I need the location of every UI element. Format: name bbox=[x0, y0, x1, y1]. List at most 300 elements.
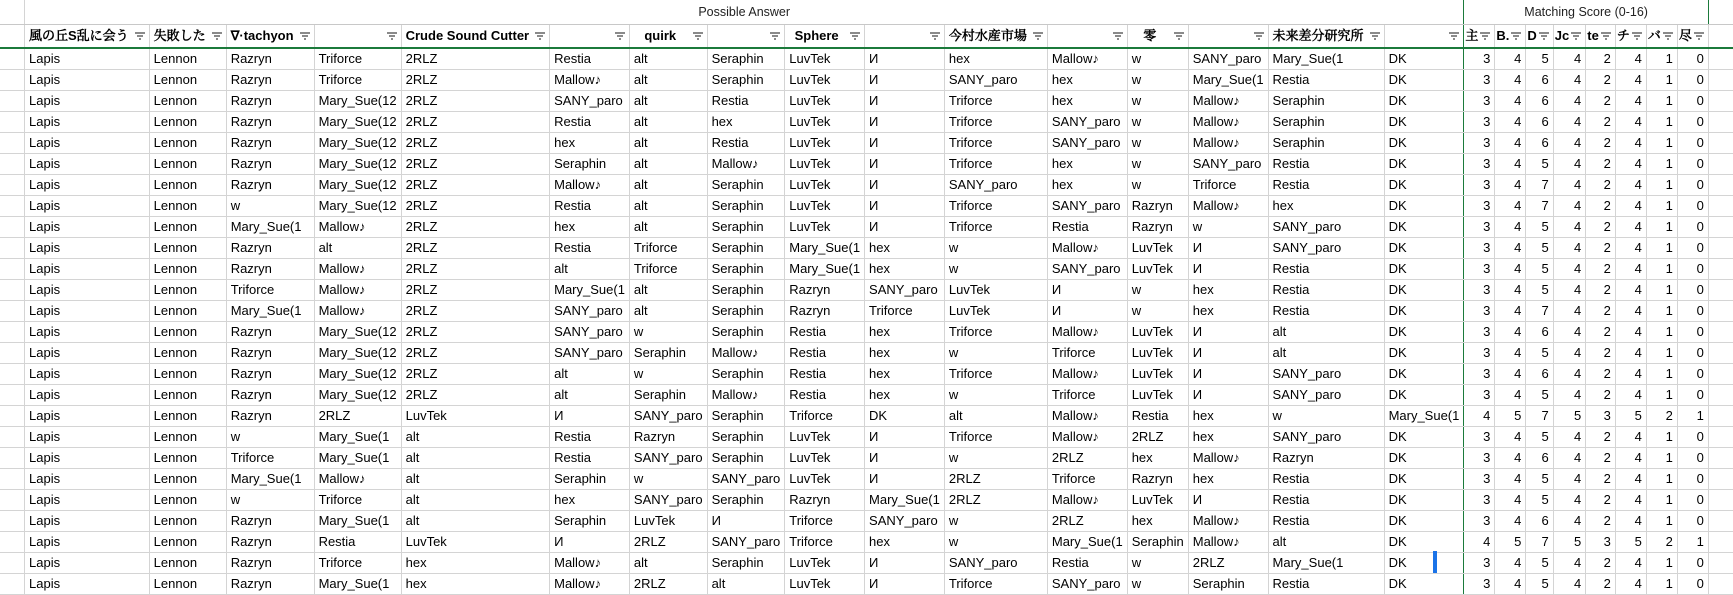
answer-cell[interactable]: 2RLZ bbox=[629, 574, 707, 595]
score-cell[interactable]: 4 bbox=[1495, 154, 1526, 175]
answer-cell[interactable]: SANY_paro bbox=[550, 322, 630, 343]
answer-cell[interactable]: И bbox=[1188, 238, 1268, 259]
answer-cell[interactable]: Mary_Sue(1 bbox=[314, 574, 401, 595]
filter-dropdown-icon[interactable] bbox=[1600, 31, 1612, 41]
score-cell[interactable]: 1 bbox=[1646, 553, 1677, 574]
answer-cell[interactable]: Restia bbox=[1268, 490, 1384, 511]
score-cell[interactable]: 4 bbox=[1495, 70, 1526, 91]
score-cell[interactable]: 2 bbox=[1586, 196, 1616, 217]
answer-cell[interactable]: Lennon bbox=[149, 532, 226, 553]
answer-cell[interactable]: Restia bbox=[1047, 217, 1127, 238]
score-cell[interactable]: 2 bbox=[1586, 448, 1616, 469]
answer-cell[interactable]: Lennon bbox=[149, 511, 226, 532]
answer-cell[interactable]: Triforce bbox=[314, 48, 401, 70]
score-cell[interactable]: 4 bbox=[1553, 322, 1585, 343]
answer-cell[interactable]: LuvTek bbox=[401, 406, 550, 427]
score-cell[interactable]: 4 bbox=[1495, 112, 1526, 133]
answer-cell[interactable]: Seraphin bbox=[707, 427, 785, 448]
answer-cell[interactable]: Mary_Sue(1 bbox=[226, 301, 314, 322]
answer-cell[interactable]: alt bbox=[629, 301, 707, 322]
answer-cell[interactable]: 2RLZ bbox=[401, 364, 550, 385]
column-header-8[interactable] bbox=[785, 25, 865, 49]
answer-cell[interactable]: Mallow♪ bbox=[550, 553, 630, 574]
score-cell[interactable]: 5 bbox=[1526, 385, 1553, 406]
answer-cell[interactable]: 2RLZ bbox=[401, 343, 550, 364]
answer-cell[interactable]: alt bbox=[401, 427, 550, 448]
score-cell[interactable]: 7 bbox=[1526, 406, 1553, 427]
score-cell[interactable]: 4 bbox=[1495, 574, 1526, 595]
column-header-15[interactable] bbox=[1384, 25, 1464, 49]
score-cell[interactable]: 4 bbox=[1615, 133, 1646, 154]
column-header-0[interactable] bbox=[25, 25, 150, 49]
answer-cell[interactable]: Lapis bbox=[25, 574, 150, 595]
answer-cell[interactable]: Lapis bbox=[25, 154, 150, 175]
score-cell[interactable]: 1 bbox=[1646, 112, 1677, 133]
answer-cell[interactable]: hex bbox=[944, 48, 1047, 70]
score-cell[interactable]: 4 bbox=[1553, 448, 1585, 469]
answer-cell[interactable]: 2RLZ bbox=[401, 217, 550, 238]
score-cell[interactable]: 5 bbox=[1553, 406, 1585, 427]
score-cell[interactable]: 5 bbox=[1526, 574, 1553, 595]
answer-cell[interactable]: w bbox=[1127, 133, 1188, 154]
answer-cell[interactable]: DK bbox=[1384, 70, 1464, 91]
answer-cell[interactable]: Triforce bbox=[1047, 343, 1127, 364]
score-cell[interactable]: 5 bbox=[1553, 532, 1585, 553]
answer-cell[interactable]: alt bbox=[550, 385, 630, 406]
answer-cell[interactable]: Seraphin bbox=[707, 259, 785, 280]
answer-cell[interactable]: Lennon bbox=[149, 574, 226, 595]
score-cell[interactable]: 2 bbox=[1586, 91, 1616, 112]
answer-cell[interactable]: Razryn bbox=[226, 70, 314, 91]
score-cell[interactable]: 1 bbox=[1646, 385, 1677, 406]
score-cell[interactable]: 1 bbox=[1646, 238, 1677, 259]
answer-cell[interactable]: Razryn bbox=[226, 91, 314, 112]
score-cell[interactable]: 5 bbox=[1526, 238, 1553, 259]
answer-cell[interactable]: w bbox=[944, 532, 1047, 553]
filter-dropdown-icon[interactable] bbox=[849, 31, 861, 41]
score-cell[interactable]: 2 bbox=[1586, 364, 1616, 385]
score-cell[interactable]: 4 bbox=[1553, 469, 1585, 490]
answer-cell[interactable]: Lapis bbox=[25, 91, 150, 112]
answer-cell[interactable]: И bbox=[1188, 490, 1268, 511]
answer-cell[interactable]: Mallow♪ bbox=[314, 280, 401, 301]
answer-cell[interactable]: Razryn bbox=[226, 112, 314, 133]
answer-cell[interactable]: И bbox=[865, 48, 945, 70]
answer-cell[interactable]: Razryn bbox=[785, 280, 865, 301]
answer-cell[interactable]: LuvTek bbox=[785, 48, 865, 70]
answer-cell[interactable]: Mallow♪ bbox=[1047, 427, 1127, 448]
answer-cell[interactable]: И bbox=[865, 91, 945, 112]
answer-cell[interactable]: Razryn bbox=[226, 406, 314, 427]
answer-cell[interactable]: Triforce bbox=[314, 490, 401, 511]
answer-cell[interactable]: LuvTek bbox=[944, 280, 1047, 301]
answer-cell[interactable]: hex bbox=[865, 322, 945, 343]
answer-cell[interactable]: Triforce bbox=[944, 91, 1047, 112]
score-cell[interactable]: 4 bbox=[1553, 490, 1585, 511]
column-header-17[interactable] bbox=[1495, 25, 1526, 49]
answer-cell[interactable]: Razryn bbox=[226, 238, 314, 259]
answer-cell[interactable]: Lennon bbox=[149, 301, 226, 322]
answer-cell[interactable]: hex bbox=[550, 490, 630, 511]
score-cell[interactable]: 4 bbox=[1553, 574, 1585, 595]
score-cell[interactable]: 1 bbox=[1646, 427, 1677, 448]
score-cell[interactable]: 2 bbox=[1646, 406, 1677, 427]
score-cell[interactable]: 3 bbox=[1464, 553, 1495, 574]
answer-cell[interactable]: w bbox=[226, 196, 314, 217]
answer-cell[interactable]: alt bbox=[1268, 322, 1384, 343]
answer-cell[interactable]: Razryn bbox=[226, 364, 314, 385]
answer-cell[interactable]: 2RLZ bbox=[401, 238, 550, 259]
answer-cell[interactable]: 2RLZ bbox=[629, 532, 707, 553]
answer-cell[interactable]: DK bbox=[1384, 196, 1464, 217]
score-cell[interactable]: 3 bbox=[1464, 48, 1495, 70]
column-header-19[interactable] bbox=[1553, 25, 1585, 49]
answer-cell[interactable]: hex bbox=[1188, 280, 1268, 301]
answer-cell[interactable]: Mallow♪ bbox=[1047, 406, 1127, 427]
score-cell[interactable]: 3 bbox=[1464, 343, 1495, 364]
answer-cell[interactable]: Mallow♪ bbox=[1188, 448, 1268, 469]
answer-cell[interactable]: alt bbox=[629, 553, 707, 574]
answer-cell[interactable]: Lapis bbox=[25, 280, 150, 301]
score-cell[interactable]: 4 bbox=[1495, 133, 1526, 154]
answer-cell[interactable]: Lennon bbox=[149, 196, 226, 217]
answer-cell[interactable]: Mary_Sue(1 bbox=[1268, 48, 1384, 70]
answer-cell[interactable]: Restia bbox=[1268, 511, 1384, 532]
score-cell[interactable]: 5 bbox=[1526, 217, 1553, 238]
score-cell[interactable]: 0 bbox=[1677, 70, 1708, 91]
answer-cell[interactable]: Seraphin bbox=[707, 553, 785, 574]
column-header-2[interactable] bbox=[226, 25, 314, 49]
score-cell[interactable]: 4 bbox=[1615, 48, 1646, 70]
answer-cell[interactable]: Seraphin bbox=[707, 301, 785, 322]
answer-cell[interactable]: alt bbox=[629, 280, 707, 301]
answer-cell[interactable]: Lapis bbox=[25, 469, 150, 490]
answer-cell[interactable]: Triforce bbox=[944, 322, 1047, 343]
answer-cell[interactable]: Mary_Sue(12 bbox=[314, 154, 401, 175]
score-cell[interactable]: 4 bbox=[1615, 322, 1646, 343]
column-header-21[interactable] bbox=[1615, 25, 1646, 49]
answer-cell[interactable]: DK bbox=[1384, 343, 1464, 364]
score-cell[interactable]: 4 bbox=[1495, 48, 1526, 70]
filter-dropdown-icon[interactable] bbox=[534, 31, 546, 41]
filter-dropdown-icon[interactable] bbox=[1032, 31, 1044, 41]
score-cell[interactable]: 4 bbox=[1553, 553, 1585, 574]
answer-cell[interactable]: Lennon bbox=[149, 175, 226, 196]
column-header-12[interactable] bbox=[1127, 25, 1188, 49]
column-header-22[interactable] bbox=[1646, 25, 1677, 49]
answer-cell[interactable]: Lapis bbox=[25, 343, 150, 364]
column-header-5[interactable] bbox=[550, 25, 630, 49]
answer-cell[interactable]: hex bbox=[865, 259, 945, 280]
score-cell[interactable]: 7 bbox=[1526, 532, 1553, 553]
answer-cell[interactable]: alt bbox=[629, 70, 707, 91]
answer-cell[interactable]: DK bbox=[1384, 511, 1464, 532]
answer-cell[interactable]: 2RLZ bbox=[401, 133, 550, 154]
answer-cell[interactable]: Restia bbox=[550, 238, 630, 259]
answer-cell[interactable]: Triforce bbox=[785, 532, 865, 553]
answer-cell[interactable]: SANY_paro bbox=[1047, 133, 1127, 154]
answer-cell[interactable]: 2RLZ bbox=[401, 154, 550, 175]
answer-cell[interactable]: Mallow♪ bbox=[707, 154, 785, 175]
answer-cell[interactable]: DK bbox=[865, 406, 945, 427]
answer-cell[interactable]: SANY_paro bbox=[1268, 385, 1384, 406]
score-cell[interactable]: 4 bbox=[1553, 238, 1585, 259]
score-cell[interactable]: 4 bbox=[1553, 175, 1585, 196]
score-cell[interactable]: 4 bbox=[1615, 427, 1646, 448]
answer-cell[interactable]: Razryn bbox=[226, 175, 314, 196]
answer-cell[interactable]: Restia bbox=[1127, 406, 1188, 427]
answer-cell[interactable]: DK bbox=[1384, 553, 1464, 574]
answer-cell[interactable]: Seraphin bbox=[707, 322, 785, 343]
answer-cell[interactable]: SANY_paro bbox=[1047, 196, 1127, 217]
answer-cell[interactable]: DK bbox=[1384, 259, 1464, 280]
score-cell[interactable]: 4 bbox=[1495, 91, 1526, 112]
filter-dropdown-icon[interactable] bbox=[1253, 31, 1265, 41]
answer-cell[interactable]: Seraphin bbox=[550, 154, 630, 175]
score-cell[interactable]: 1 bbox=[1646, 133, 1677, 154]
score-cell[interactable]: 0 bbox=[1677, 448, 1708, 469]
filter-dropdown-icon[interactable] bbox=[1538, 31, 1550, 41]
answer-cell[interactable]: Mary_Sue(1 bbox=[865, 490, 945, 511]
answer-cell[interactable]: И bbox=[865, 133, 945, 154]
score-cell[interactable]: 4 bbox=[1464, 406, 1495, 427]
answer-cell[interactable]: Seraphin bbox=[1268, 133, 1384, 154]
column-header-10[interactable] bbox=[944, 25, 1047, 49]
score-cell[interactable]: 1 bbox=[1646, 154, 1677, 175]
score-cell[interactable]: 2 bbox=[1586, 238, 1616, 259]
score-cell[interactable]: 6 bbox=[1526, 448, 1553, 469]
answer-cell[interactable]: Mallow♪ bbox=[550, 70, 630, 91]
answer-cell[interactable]: Lapis bbox=[25, 511, 150, 532]
answer-cell[interactable]: Lapis bbox=[25, 301, 150, 322]
answer-cell[interactable]: LuvTek bbox=[785, 574, 865, 595]
answer-cell[interactable]: Restia bbox=[785, 343, 865, 364]
answer-cell[interactable]: Seraphin bbox=[550, 469, 630, 490]
answer-cell[interactable]: Seraphin bbox=[629, 343, 707, 364]
score-cell[interactable]: 5 bbox=[1526, 259, 1553, 280]
answer-cell[interactable]: LuvTek bbox=[944, 301, 1047, 322]
answer-cell[interactable]: Mary_Sue(1 bbox=[314, 427, 401, 448]
answer-cell[interactable]: Mallow♪ bbox=[1188, 91, 1268, 112]
score-cell[interactable]: 7 bbox=[1526, 196, 1553, 217]
answer-cell[interactable]: 2RLZ bbox=[314, 406, 401, 427]
answer-cell[interactable]: Restia bbox=[785, 322, 865, 343]
score-cell[interactable]: 5 bbox=[1526, 280, 1553, 301]
answer-cell[interactable]: alt bbox=[401, 490, 550, 511]
score-cell[interactable]: 0 bbox=[1677, 385, 1708, 406]
answer-cell[interactable]: w bbox=[944, 238, 1047, 259]
answer-cell[interactable]: Lennon bbox=[149, 322, 226, 343]
answer-cell[interactable]: Mary_Sue(1 bbox=[314, 511, 401, 532]
answer-cell[interactable]: 2RLZ bbox=[401, 112, 550, 133]
answer-cell[interactable]: hex bbox=[550, 133, 630, 154]
answer-cell[interactable]: alt bbox=[1268, 532, 1384, 553]
answer-cell[interactable]: LuvTek bbox=[785, 196, 865, 217]
score-cell[interactable]: 1 bbox=[1646, 70, 1677, 91]
answer-cell[interactable]: SANY_paro bbox=[1268, 238, 1384, 259]
possible-answer-header[interactable]: Possible Answer bbox=[25, 0, 1464, 25]
answer-cell[interactable]: 2RLZ bbox=[401, 48, 550, 70]
score-cell[interactable]: 4 bbox=[1615, 364, 1646, 385]
answer-cell[interactable]: Seraphin bbox=[707, 490, 785, 511]
answer-cell[interactable]: Triforce bbox=[1047, 469, 1127, 490]
answer-cell[interactable]: 2RLZ bbox=[1047, 511, 1127, 532]
score-cell[interactable]: 3 bbox=[1464, 154, 1495, 175]
score-cell[interactable]: 4 bbox=[1553, 364, 1585, 385]
score-cell[interactable]: 1 bbox=[1646, 91, 1677, 112]
answer-cell[interactable]: Lapis bbox=[25, 70, 150, 91]
answer-cell[interactable]: Razryn bbox=[226, 385, 314, 406]
answer-cell[interactable]: hex bbox=[865, 364, 945, 385]
answer-cell[interactable]: Lennon bbox=[149, 70, 226, 91]
score-cell[interactable]: 1 bbox=[1646, 280, 1677, 301]
answer-cell[interactable]: Lennon bbox=[149, 133, 226, 154]
answer-cell[interactable]: SANY_paro bbox=[944, 70, 1047, 91]
answer-cell[interactable]: Razryn bbox=[785, 490, 865, 511]
score-cell[interactable]: 2 bbox=[1586, 217, 1616, 238]
answer-cell[interactable]: Seraphin bbox=[1268, 91, 1384, 112]
answer-cell[interactable]: hex bbox=[1127, 448, 1188, 469]
score-cell[interactable]: 4 bbox=[1495, 322, 1526, 343]
score-cell[interactable]: 0 bbox=[1677, 322, 1708, 343]
answer-cell[interactable]: Razryn bbox=[629, 427, 707, 448]
answer-cell[interactable]: Mary_Sue(12 bbox=[314, 343, 401, 364]
answer-cell[interactable]: Mallow♪ bbox=[707, 385, 785, 406]
answer-cell[interactable]: DK bbox=[1384, 532, 1464, 553]
answer-cell[interactable]: Restia bbox=[1268, 175, 1384, 196]
answer-cell[interactable]: Lapis bbox=[25, 217, 150, 238]
answer-cell[interactable]: Mary_Sue(1 bbox=[226, 217, 314, 238]
answer-cell[interactable]: hex bbox=[1127, 511, 1188, 532]
answer-cell[interactable]: Seraphin bbox=[1268, 112, 1384, 133]
answer-cell[interactable]: w bbox=[944, 259, 1047, 280]
answer-cell[interactable]: Restia bbox=[1268, 70, 1384, 91]
answer-cell[interactable]: 2RLZ bbox=[1188, 553, 1268, 574]
answer-cell[interactable]: SANY_paro bbox=[550, 343, 630, 364]
score-cell[interactable]: 4 bbox=[1553, 112, 1585, 133]
answer-cell[interactable]: hex bbox=[865, 532, 945, 553]
answer-cell[interactable]: DK bbox=[1384, 112, 1464, 133]
answer-cell[interactable]: И bbox=[865, 112, 945, 133]
score-cell[interactable]: 4 bbox=[1495, 280, 1526, 301]
answer-cell[interactable]: И bbox=[865, 196, 945, 217]
score-cell[interactable]: 4 bbox=[1495, 238, 1526, 259]
answer-cell[interactable]: Lennon bbox=[149, 280, 226, 301]
answer-cell[interactable]: alt bbox=[401, 469, 550, 490]
answer-cell[interactable]: Lapis bbox=[25, 259, 150, 280]
answer-cell[interactable]: SANY_paro bbox=[944, 553, 1047, 574]
score-cell[interactable]: 3 bbox=[1464, 469, 1495, 490]
score-cell[interactable]: 0 bbox=[1677, 238, 1708, 259]
score-cell[interactable]: 1 bbox=[1677, 532, 1708, 553]
answer-cell[interactable]: alt bbox=[1268, 343, 1384, 364]
answer-cell[interactable]: Restia bbox=[1268, 280, 1384, 301]
score-cell[interactable]: 7 bbox=[1526, 301, 1553, 322]
answer-cell[interactable]: И bbox=[865, 70, 945, 91]
answer-cell[interactable]: Triforce bbox=[944, 574, 1047, 595]
score-cell[interactable]: 3 bbox=[1464, 385, 1495, 406]
answer-cell[interactable]: Mallow♪ bbox=[1047, 364, 1127, 385]
answer-cell[interactable]: alt bbox=[629, 154, 707, 175]
score-cell[interactable]: 4 bbox=[1553, 343, 1585, 364]
answer-cell[interactable]: LuvTek bbox=[785, 427, 865, 448]
answer-cell[interactable]: DK bbox=[1384, 301, 1464, 322]
score-cell[interactable]: 4 bbox=[1615, 511, 1646, 532]
filter-dropdown-icon[interactable] bbox=[1693, 31, 1705, 41]
answer-cell[interactable]: DK bbox=[1384, 385, 1464, 406]
answer-cell[interactable]: SANY_paro bbox=[944, 175, 1047, 196]
score-cell[interactable]: 4 bbox=[1495, 175, 1526, 196]
answer-cell[interactable]: Restia bbox=[707, 133, 785, 154]
score-cell[interactable]: 4 bbox=[1553, 91, 1585, 112]
score-cell[interactable]: 3 bbox=[1586, 406, 1616, 427]
column-header-1[interactable] bbox=[149, 25, 226, 49]
answer-cell[interactable]: Lennon bbox=[149, 448, 226, 469]
answer-cell[interactable]: И bbox=[865, 175, 945, 196]
answer-cell[interactable]: Triforce bbox=[944, 217, 1047, 238]
score-cell[interactable]: 1 bbox=[1646, 364, 1677, 385]
answer-cell[interactable]: LuvTek bbox=[1127, 322, 1188, 343]
answer-cell[interactable]: alt bbox=[629, 196, 707, 217]
answer-cell[interactable]: Mallow♪ bbox=[1188, 112, 1268, 133]
score-cell[interactable]: 4 bbox=[1615, 259, 1646, 280]
answer-cell[interactable]: alt bbox=[629, 112, 707, 133]
score-cell[interactable]: 2 bbox=[1586, 574, 1616, 595]
answer-cell[interactable]: Restia bbox=[550, 112, 630, 133]
score-cell[interactable]: 3 bbox=[1464, 301, 1495, 322]
answer-cell[interactable]: SANY_paro bbox=[629, 448, 707, 469]
answer-cell[interactable]: w bbox=[1188, 217, 1268, 238]
answer-cell[interactable]: Seraphin bbox=[550, 511, 630, 532]
answer-cell[interactable]: Lapis bbox=[25, 196, 150, 217]
answer-cell[interactable]: И bbox=[1188, 385, 1268, 406]
answer-cell[interactable]: Triforce bbox=[865, 301, 945, 322]
score-cell[interactable]: 2 bbox=[1586, 280, 1616, 301]
answer-cell[interactable]: Lennon bbox=[149, 91, 226, 112]
answer-cell[interactable]: 2RLZ bbox=[1127, 427, 1188, 448]
score-cell[interactable]: 4 bbox=[1615, 91, 1646, 112]
score-cell[interactable]: 1 bbox=[1646, 48, 1677, 70]
answer-cell[interactable]: Mallow♪ bbox=[314, 469, 401, 490]
score-cell[interactable]: 3 bbox=[1464, 427, 1495, 448]
score-cell[interactable]: 0 bbox=[1677, 48, 1708, 70]
answer-cell[interactable]: Razryn bbox=[226, 48, 314, 70]
answer-cell[interactable]: SANY_paro bbox=[865, 511, 945, 532]
answer-cell[interactable]: 2RLZ bbox=[401, 91, 550, 112]
matching-score-header[interactable]: Matching Score (0-16) bbox=[1464, 0, 1708, 25]
answer-cell[interactable]: Restia bbox=[1268, 154, 1384, 175]
column-header-9[interactable] bbox=[865, 25, 945, 49]
score-cell[interactable]: 4 bbox=[1553, 301, 1585, 322]
score-cell[interactable]: 1 bbox=[1646, 469, 1677, 490]
answer-cell[interactable]: Mary_Sue(1 bbox=[1268, 553, 1384, 574]
score-cell[interactable]: 3 bbox=[1464, 364, 1495, 385]
answer-cell[interactable]: LuvTek bbox=[785, 154, 865, 175]
answer-cell[interactable]: Mallow♪ bbox=[707, 343, 785, 364]
answer-cell[interactable]: Mary_Sue(12 bbox=[314, 385, 401, 406]
answer-cell[interactable]: SANY_paro bbox=[865, 280, 945, 301]
answer-cell[interactable]: SANY_paro bbox=[707, 469, 785, 490]
answer-cell[interactable]: Lapis bbox=[25, 553, 150, 574]
answer-cell[interactable]: И bbox=[1188, 322, 1268, 343]
filter-dropdown-icon[interactable] bbox=[929, 31, 941, 41]
answer-cell[interactable]: alt bbox=[629, 91, 707, 112]
answer-cell[interactable]: Lennon bbox=[149, 427, 226, 448]
answer-cell[interactable]: Triforce bbox=[785, 511, 865, 532]
score-cell[interactable]: 4 bbox=[1553, 154, 1585, 175]
answer-cell[interactable]: SANY_paro bbox=[1268, 364, 1384, 385]
score-cell[interactable]: 4 bbox=[1615, 175, 1646, 196]
